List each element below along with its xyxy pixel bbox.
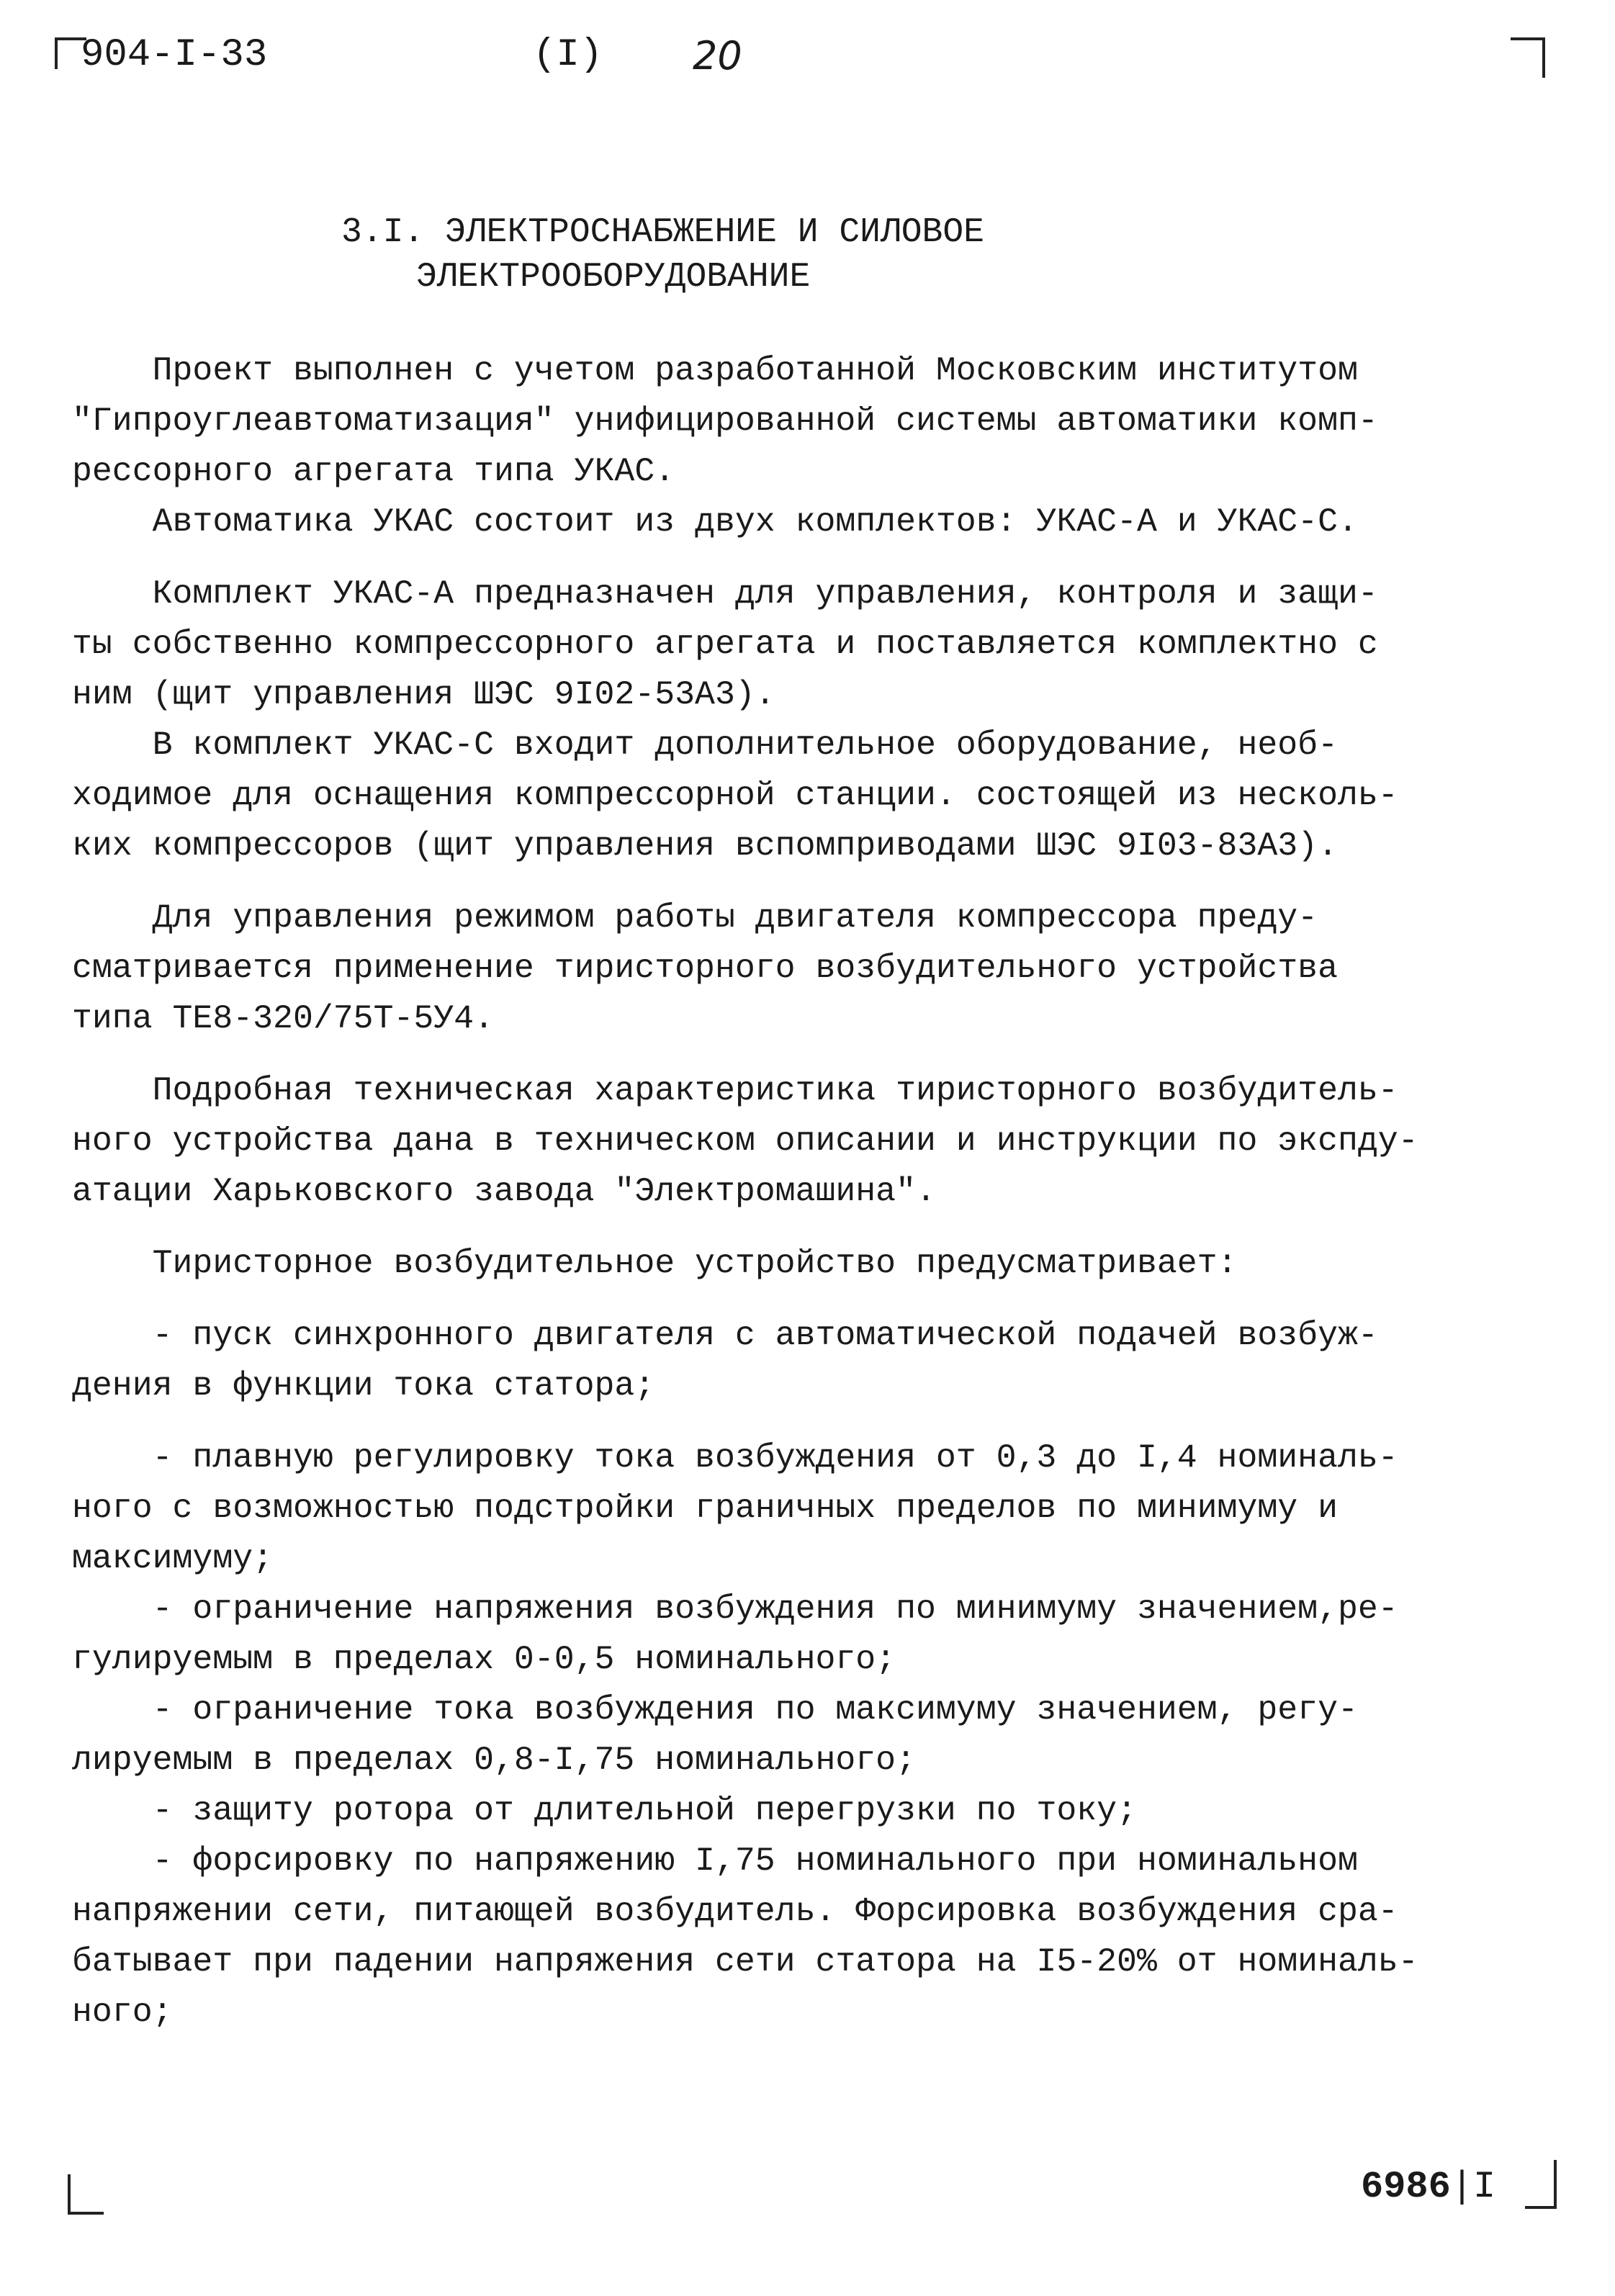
inventory-number: 6986 [1361, 2166, 1451, 2208]
text-line: ких компрессоров (щит управления вспомприводами ШЭС 9I03-83А3). [72, 827, 1338, 865]
text-line: дения в функции тока статора; [72, 1367, 655, 1405]
separator: | [1450, 2166, 1474, 2208]
corner-mark-bottom-right [1525, 2160, 1557, 2209]
text-line: Для управления режимом работы двигателя компрессора преду- [72, 899, 1318, 937]
text-line: типа ТЕ8-320/75Т-5У4. [72, 999, 494, 1037]
text-line: ного; [72, 1993, 173, 2031]
corner-mark-bottom-left [68, 2174, 104, 2215]
text-line: - защиту ротора от длительной перегрузки по току; [72, 1791, 1137, 1829]
text-line: Комплект УКАС-А предназначен для управления, контроля и защи- [72, 575, 1378, 613]
text-line: - пуск синхронного двигателя с автоматической подачей возбуж- [72, 1316, 1378, 1354]
corner-mark-top-right [1511, 37, 1545, 78]
text-line: Тиристорное возбудительное устройство предусматривает: [72, 1244, 1238, 1282]
text-line: - ограничение напряжения возбуждения по минимуму значением,ре- [72, 1590, 1398, 1628]
text-line: ним (щит управления ШЭС 9I02-53А3). [72, 675, 775, 713]
text-line: - форсировку по напряжению I,75 номинального при номинальном [72, 1842, 1358, 1880]
volume-number: (I) [533, 33, 603, 77]
inventory-stamp [1361, 2166, 1495, 2208]
page-number: 20 [693, 33, 742, 78]
text-line: ты собственно компрессорного агрегата и поставляется комплектно с [72, 625, 1378, 663]
text-line: напряжении сети, питающей возбудитель. Форсировка возбуждения сра- [72, 1892, 1398, 1930]
text-line: ного устройства дана в техническом описании и инструкции по экспду- [72, 1122, 1418, 1160]
text-line: Проект выполнен с учетом разработанной Московским институтом [72, 351, 1358, 390]
text-line: гулируемым в пределах 0-0,5 номинального; [72, 1640, 896, 1678]
body-text [72, 346, 1483, 2038]
text-line: - ограничение тока возбуждения по максимуму значением, регу- [72, 1691, 1358, 1729]
text-line: батывает при падении напряжения сети статора на I5-20% от номиналь- [72, 1942, 1418, 1981]
text-line: сматривается применение тиристорного возбудительного устройства [72, 949, 1338, 987]
document-code: 904-I-33 [81, 33, 268, 77]
text-line: максимуму; [72, 1539, 274, 1577]
text-line: Автоматика УКАС состоит из двух комплектов: УКАС-А и УКАС-С. [72, 503, 1358, 541]
text-line: атации Харьковского завода "Электромашина". [72, 1172, 936, 1210]
text-line: лируемым в пределах 0,8-I,75 номинального; [72, 1741, 916, 1779]
text-line: В комплект УКАС-С входит дополнительное оборудование, необ- [72, 726, 1338, 764]
section-title [341, 210, 984, 300]
text-line: Подробная техническая характеристика тиристорного возбудитель- [72, 1071, 1398, 1109]
text-line: ного с возможностью подстройки граничных пределов по минимуму и [72, 1489, 1338, 1527]
sheet-number: I [1473, 2166, 1496, 2208]
section-title-line-1: 3.I. ЭЛЕКТРОСНАБЖЕНИЕ И СИЛОВОЕ [341, 213, 984, 252]
text-line: - плавную регулировку тока возбуждения от 0,3 до I,4 номиналь- [72, 1439, 1398, 1477]
text-line: "Гипроуглеавтоматизация" унифицированной системы автоматики комп- [72, 402, 1378, 440]
text-line: рессорного агрегата типа УКАС. [72, 452, 675, 490]
section-title-line-2: ЭЛЕКТРООБОРУДОВАНИЕ [416, 258, 811, 297]
text-line: ходимое для оснащения компрессорной станции. состоящей из несколь- [72, 776, 1398, 814]
